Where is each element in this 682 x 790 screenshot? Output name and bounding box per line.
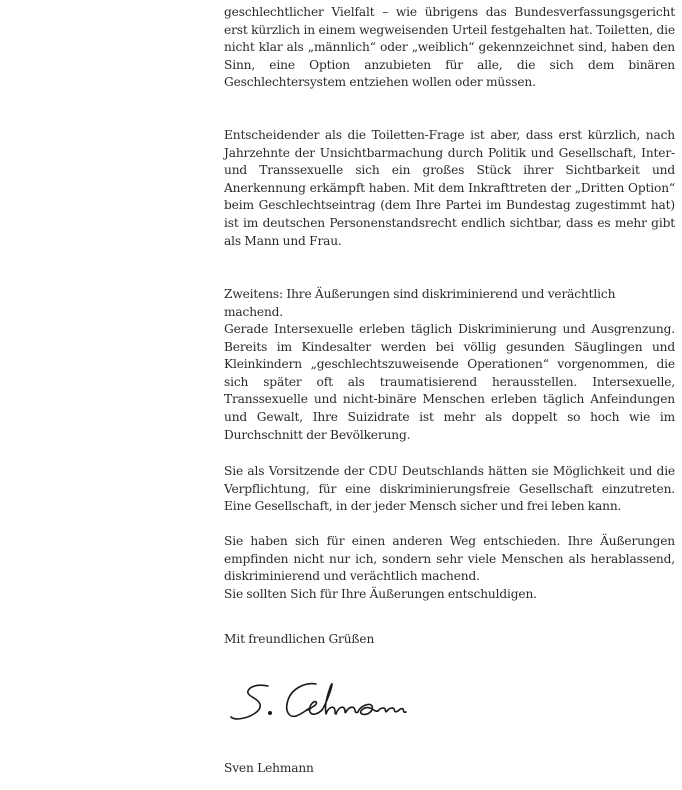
closing-salutation: Mit freundlichen Grüßen: [224, 632, 375, 646]
paragraph-apology: Sie sollten Sich für Ihre Äußerungen entschuldigen.: [224, 587, 537, 601]
paragraph-secondly: Zweitens: Ihre Äußerungen sind diskriminierend und verächtlich machend.: [224, 287, 616, 319]
paragraph-cdu-responsibility: Sie als Vorsitzende der CDU Deutschlands hätten sie Möglichkeit und die Verpflichtung, für eine diskriminierungsfreie Gesellschaft einzutreten. Eine Gesellschaft, in der jeder Mensch sicher und frei leben kann.: [224, 464, 675, 514]
paragraph-discrimination: Gerade Intersexuelle erleben täglich Diskriminierung und Ausgrenzung. Bereits im Kindesalter werden bei völlig gesunden Säuglingen und Kleinkindern „geschlechtszuweisende Operationen“ vorgenommen, die sich später oft als traumatisierend herausstellen. Intersexuelle, Transsexuelle und nicht-binäre Menschen erleben täglich Anfeindungen und Gewalt, Ihre Suizidrate ist mehr als doppelt so hoch wie im Durchschnitt der Bevölkerung.: [224, 322, 675, 442]
paragraph-other-path: Sie haben sich für einen anderen Weg entschieden. Ihre Äußerungen empfinden nicht nur ich, sondern sehr viele Menschen als herablassend, diskriminierend und verächtlich machend.: [224, 534, 675, 584]
paragraph-visibility: Entscheidender als die Toiletten-Frage ist aber, dass erst kürzlich, nach Jahrzehnte der Unsichtbarmachung durch Politik und Gesellschaft, Inter- und Transsexuelle sich ein großes Stück ihrer Sichtbarkeit und Anerkennung erkämpft haben. Mit dem Inkrafttreten der „Dritten Option“ beim Geschlechtseintrag (dem Ihre Partei im Bundestag zugestimmt hat) ist im deutschen Personenstandsrecht endlich sichtbar, dass es mehr gibt als Mann und Frau.: [224, 128, 675, 248]
signer-name: Sven Lehmann: [224, 761, 314, 775]
paragraph-gender-diversity: geschlechtlicher Vielfalt – wie übrigens das Bundesverfassungsgericht erst kürzlich in einem wegweisenden Urteil festgehalten hat. Toiletten, die nicht klar als „männlich“ oder „weiblich“ gekennzeichnet sind, haben den Sinn, eine Option anzubieten für alle, die sich dem binären Geschlechtersystem entziehen wollen oder müssen.: [224, 5, 675, 90]
signature-icon: [228, 678, 468, 728]
